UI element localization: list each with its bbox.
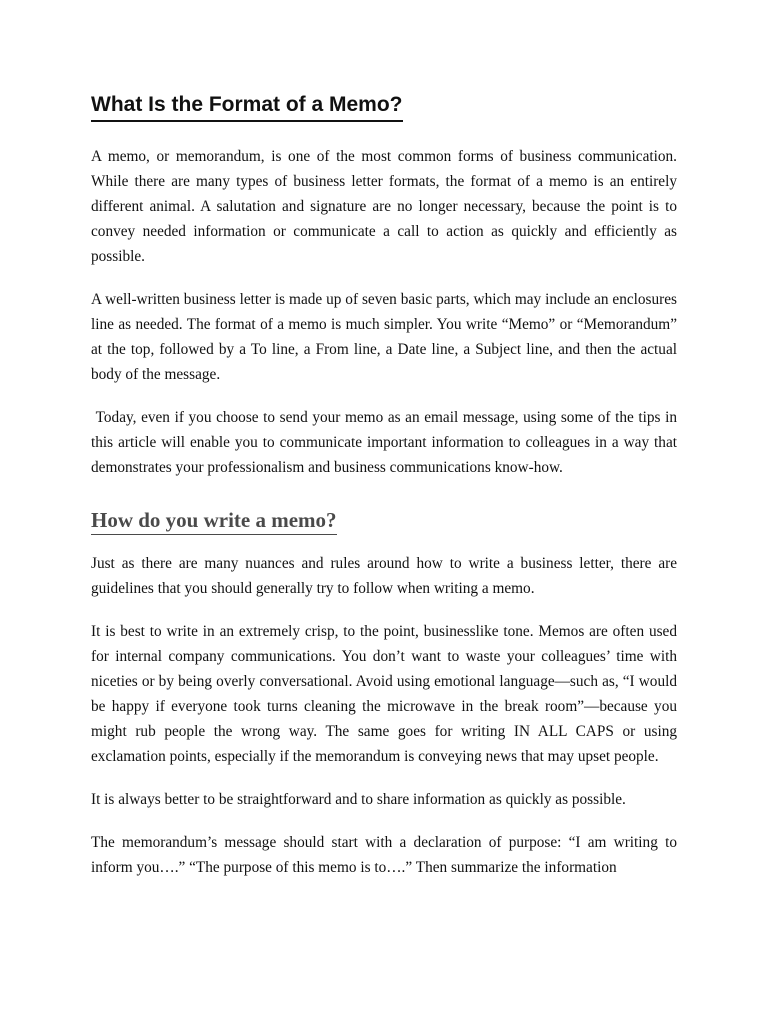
paragraph: A well-written business letter is made up of seven basic parts, which may include an enclosures line as needed. The format of a memo is much simpler. You write “Memo” or “Memorandum” at the top, followed by a To line, a From line, a Date line, a Subject line, and then the actual body of the message.	[91, 291, 677, 383]
paragraph: It is always better to be straightforward and to share information as quickly as possible.	[91, 791, 626, 808]
section-how-to	[91, 551, 677, 880]
paragraph: Just as there are many nuances and rules around how to write a business letter, there are guidelines that you should generally try to follow when writing a memo.	[91, 555, 677, 597]
paragraph: Today, even if you choose to send your memo as an email message, using some of the tips in this article will enable you to communicate important information to colleagues in a way that demonstrates your professionalism and business communications know-how.	[91, 409, 681, 476]
paragraph: It is best to write in an extremely crisp, to the point, businesslike tone. Memos are often used for internal company communications. You don’t want to waste your colleagues’ time with niceties or by being overly conversational. Avoid using emotional language—such as, “I would be happy if everyone took turns cleaning the microwave in the break room”—because you might rub people the wrong way. The same goes for writing IN ALL CAPS or using exclamation points, especially if the memorandum is conveying news that may upset people.	[91, 623, 677, 765]
section-heading: How do you write a memo?	[91, 506, 337, 535]
paragraph: The memorandum’s message should start with a declaration of purpose: “I am writing to inform you….” “The purpose of this memo is to….” Then summarize the information	[91, 834, 677, 876]
document-title: What Is the Format of a Memo?	[91, 90, 403, 122]
document-page	[91, 90, 681, 898]
paragraph: A memo, or memorandum, is one of the most common forms of business communication. While there are many types of business letter formats, the format of a memo is an entirely different animal. A salutation and signature are no longer necessary, because the point is to convey needed information or communicate a call to action as quickly and efficiently as possible.	[91, 148, 677, 265]
section-intro	[91, 144, 681, 480]
